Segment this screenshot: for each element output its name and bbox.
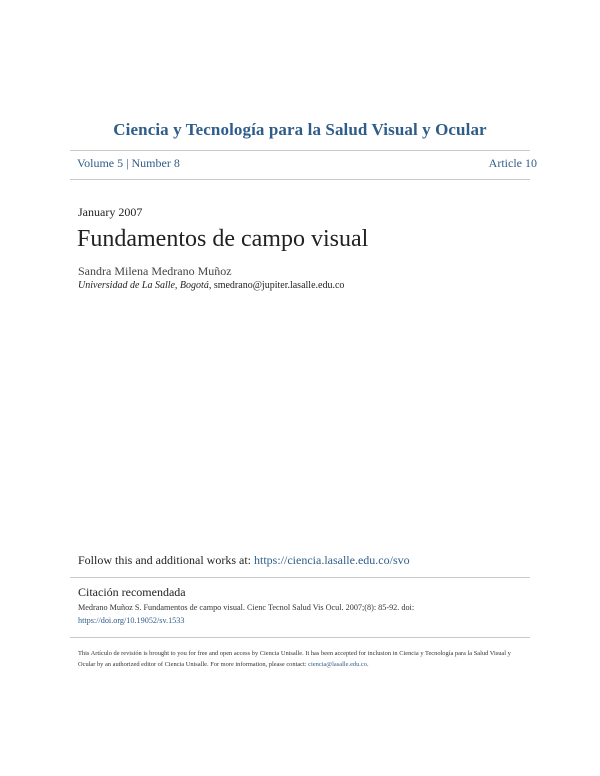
open-access-notice xyxy=(78,648,528,670)
article-title: Fundamentos de campo visual xyxy=(77,226,369,252)
article-number-link[interactable]: Article 10 xyxy=(488,156,537,170)
citation-divider-top xyxy=(70,577,530,578)
citation-body: Medrano Muñoz S. Fundamentos de campo visual. Cienc Tecnol Salud Vis Ocul. 2007;(8): 85-92. doi: xyxy=(78,603,415,612)
doi-link[interactable]: https://doi.org/10.19052/sv.1533 xyxy=(78,616,185,625)
citation-heading: Citación recomendada xyxy=(78,585,186,599)
header-divider-top xyxy=(70,150,530,151)
follow-prefix: Follow this and additional works at: xyxy=(78,553,254,567)
header-divider-bottom xyxy=(70,179,530,180)
author-name[interactable]: Sandra Milena Medrano Muñoz xyxy=(78,264,232,278)
citation-text xyxy=(78,601,518,627)
volume-issue-bar xyxy=(77,156,537,171)
affiliation-email: , smedrano@jupiter.lasalle.edu.co xyxy=(208,280,345,291)
publication-date: January 2007 xyxy=(78,205,143,219)
repository-link[interactable]: https://ciencia.lasalle.edu.co/svo xyxy=(254,553,410,567)
affiliation-institution: Universidad de La Salle, Bogotá xyxy=(78,280,209,291)
notice-body: This Artículo de revisión is brought to you for free and open access by Ciencia Unisalle. It has been accepted for inclusion in Ciencia y Tecnología para la Salud Visual y Ocular by an authorized editor of Ciencia Unisalle. For more information, please contact: xyxy=(78,650,511,668)
contact-email-link[interactable]: ciencia@lasalle.edu.co xyxy=(308,661,367,668)
citation-divider-bottom xyxy=(70,637,530,638)
author-affiliation xyxy=(78,280,344,291)
journal-title[interactable]: Ciencia y Tecnología para la Salud Visual y Ocular xyxy=(113,120,487,139)
follow-line xyxy=(78,553,410,568)
volume-issue-link[interactable]: Volume 5 | Number 8 xyxy=(77,156,180,170)
notice-suffix: . xyxy=(366,661,369,668)
